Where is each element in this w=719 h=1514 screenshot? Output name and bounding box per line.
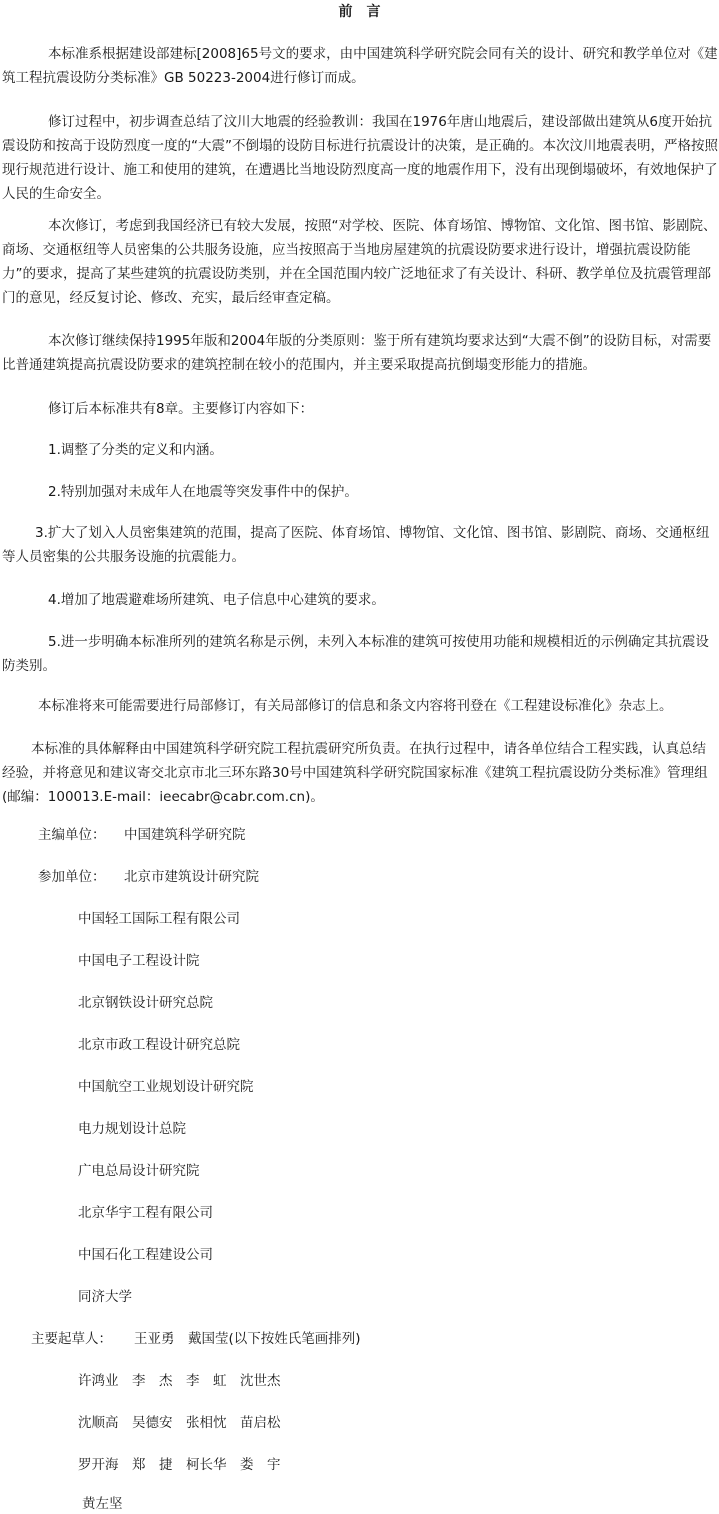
participants-label: 参加单位：	[38, 869, 106, 885]
paragraph-lessons: 修订过程中，初步调查总结了汶川大地震的经验教训：我国在1976年唐山地震后，建设部做出建筑从6度开始抗震设防和按高于设防烈度一度的“大震”不倒塌的设防目标进行抗震设计的决策，是正确的。本次汶川地震表明，严格按照现行规范进行设计、施工和使用的建筑，在遭遇比当地设防烈度高一度的地震作用下，没有出现倒塌破坏，有效地保护了人民的生命安全。	[2, 114, 718, 202]
paragraph-chapters: 修订后本标准共有8章。主要修订内容如下：	[48, 401, 314, 417]
drafters-label: 主要起草人：	[31, 1331, 112, 1347]
paragraph-revision-scope: 本次修订，考虑到我国经济已有较大发展，按照“对学校、医院、体育场馆、博物馆、文化馆、图书馆、影剧院、商场、交通枢纽等人员密集的公共服务设施，应当按照高于当地房屋建筑的抗震设防要求进行设计，增强抗震设防能力”的要求，提高了某些建筑的抗震设防类别，并在全国范围内较广泛地征求了有关设计、科研、教学单位及抗震管理部门的意见，经反复讨论、修改、充实，最后经审查定稿。	[2, 218, 717, 306]
participant-item: 北京华宇工程有限公司	[78, 1205, 213, 1221]
drafters-lead: 王亚勇 戴国莹(以下按姓氏笔画排列)	[134, 1331, 361, 1347]
drafters-names-row: 黄左坚	[82, 1496, 123, 1512]
participant-item: 中国轻工国际工程有限公司	[78, 911, 240, 927]
revision-item-3: 3.扩大了划入人员密集建筑的范围，提高了医院、体育场馆、博物馆、文化馆、图书馆、影剧院、商场、交通枢纽等人员密集的公共服务设施的抗震能力。	[2, 525, 710, 565]
participant-item: 中国电子工程设计院	[78, 953, 200, 969]
paragraph-principles: 本次修订继续保持1995年版和2004年版的分类原则：鉴于所有建筑均要求达到“大震不倒”的设防目标，对需要比普通建筑提高抗震设防要求的建筑控制在较小的范围内，并主要采取提高抗倒塌变形能力的措施。	[2, 333, 712, 373]
participants-row	[38, 865, 259, 889]
revision-item-5: 5.进一步明确本标准所列的建筑名称是示例，未列入本标准的建筑可按使用功能和规模相近的示例确定其抗震设防类别。	[2, 634, 709, 674]
paragraph-interpretation: 本标准的具体解释由中国建筑科学研究院工程抗震研究所负责。在执行过程中，请各单位结合工程实践，认真总结经验，并将意见和建议寄交北京市北三环东路30号中国建筑科学研究院国家标准《建筑工程抗震设防分类标准》管理组(邮编：100013.E-mail：ieecabr@cabr.com.cn)。	[2, 741, 708, 805]
participant-item: 广电总局设计研究院	[78, 1163, 200, 1179]
editor-label: 主编单位：	[38, 827, 106, 843]
drafters-names-row: 罗开海 郑 捷 柯长华 娄 宇	[78, 1457, 281, 1473]
paragraph-basis: 本标准系根据建设部建标[2008]65号文的要求，由中国建筑科学研究院会同有关的设计、研究和教学单位对《建筑工程抗震设防分类标准》GB 50223-2004进行修订而成。	[2, 46, 718, 86]
participant-item: 同济大学	[78, 1289, 132, 1305]
participant-item: 电力规划设计总院	[78, 1121, 186, 1137]
revision-item-2: 2.特别加强对未成年人在地震等突发事件中的保护。	[48, 484, 358, 500]
page-title: 前 言	[338, 4, 381, 20]
drafters-names-row: 沈顺高 吴德安 张相忱 苗启松	[78, 1415, 281, 1431]
participant-item: 中国航空工业规划设计研究院	[78, 1079, 254, 1095]
revision-item-1: 1.调整了分类的定义和内涵。	[48, 442, 223, 458]
participant-item: 中国石化工程建设公司	[78, 1247, 213, 1263]
participant-item: 北京钢铁设计研究总院	[78, 995, 213, 1011]
participant-item: 北京市建筑设计研究院	[124, 869, 259, 885]
paragraph-future-revision: 本标准将来可能需要进行局部修订，有关局部修订的信息和条文内容将刊登在《工程建设标准化》杂志上。	[38, 698, 673, 714]
drafters-row	[31, 1327, 361, 1351]
drafters-names-row: 许鸿业 李 杰 李 虹 沈世杰	[78, 1373, 281, 1389]
participant-item: 北京市政工程设计研究总院	[78, 1037, 240, 1053]
editor-value: 中国建筑科学研究院	[124, 827, 246, 843]
revision-item-4: 4.增加了地震避难场所建筑、电子信息中心建筑的要求。	[48, 592, 385, 608]
editor-row	[38, 823, 246, 847]
